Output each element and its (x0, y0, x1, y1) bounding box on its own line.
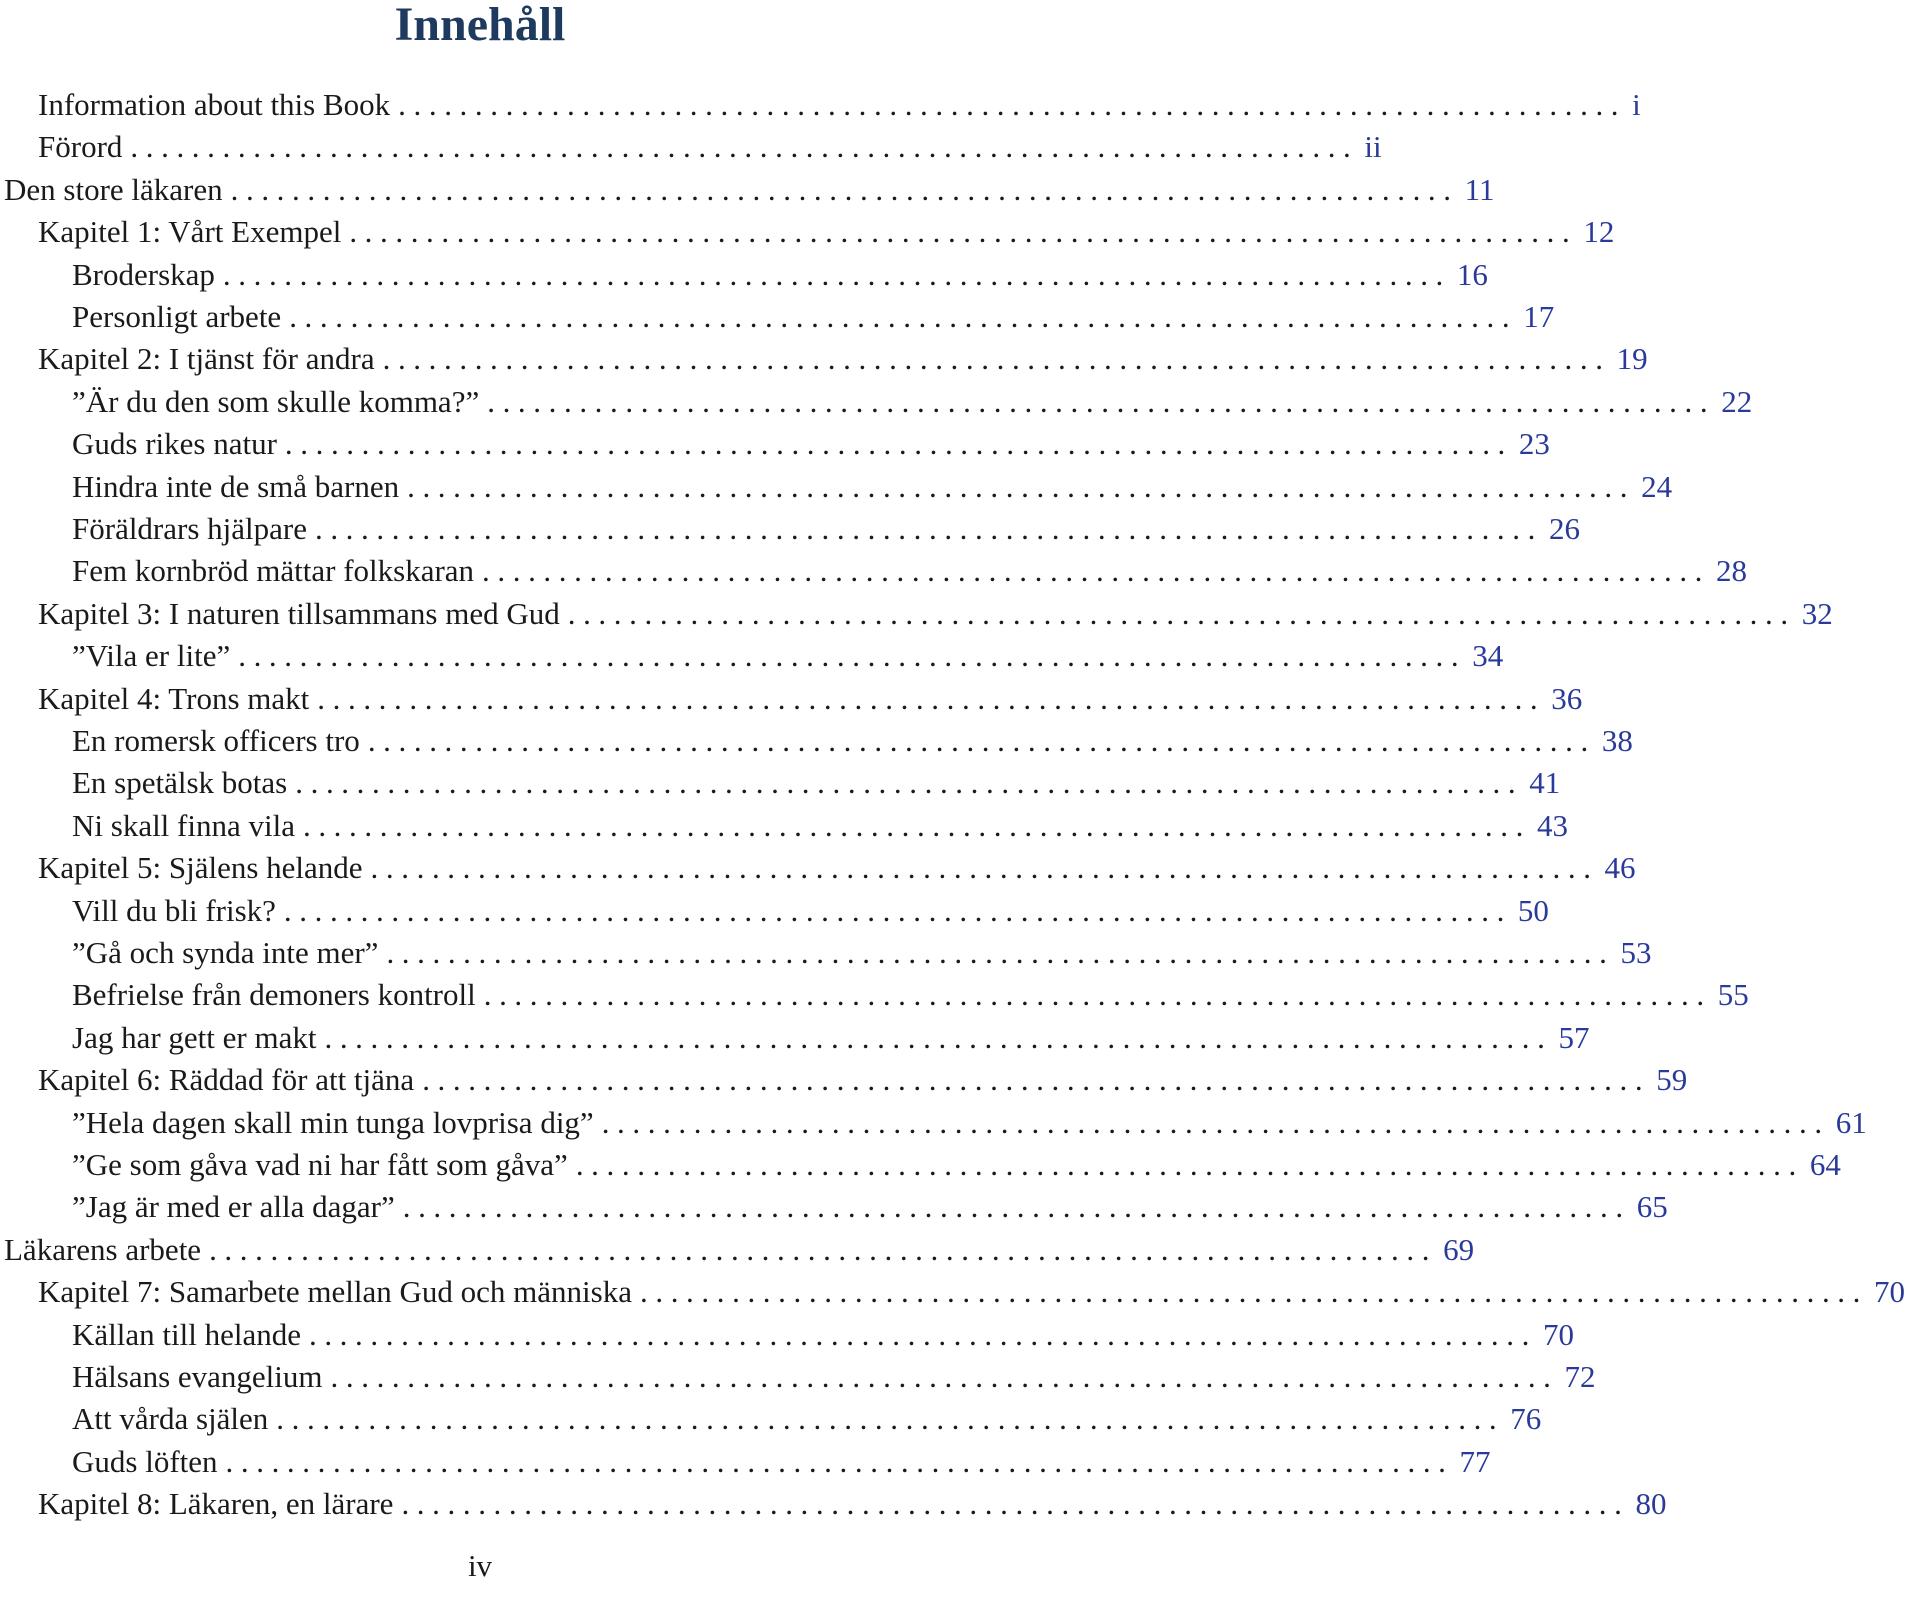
toc-entry-title: Den store läkaren (4, 171, 223, 207)
dot-leader: ................................................................................ (483, 977, 1712, 1013)
toc-entry[interactable] (72, 1018, 1590, 1058)
dot-leader: ................................................................................ (308, 1316, 1537, 1352)
toc-entry-page-number[interactable]: 77 (1459, 1443, 1491, 1479)
dot-leader: ................................................................................ (640, 1274, 1868, 1310)
toc-entry-page-number[interactable]: 22 (1721, 383, 1753, 419)
toc-entry-title: Kapitel 5: Själens helande (38, 850, 363, 886)
dot-leader: ................................................................................ (601, 1104, 1830, 1140)
toc-entry[interactable] (38, 85, 1641, 125)
toc-entry-page-number[interactable]: 26 (1548, 511, 1580, 546)
dot-leader: ................................................................................ (370, 850, 1599, 886)
toc-entry[interactable] (72, 551, 1748, 591)
toc-entry-title: Källan till helande (72, 1316, 301, 1352)
toc-entry-page-number[interactable]: 59 (1656, 1062, 1688, 1098)
toc-entry-page-number[interactable]: 28 (1716, 553, 1748, 589)
toc-entry[interactable] (72, 806, 1568, 846)
toc-entry-title: En romersk officers tro (72, 723, 360, 758)
toc-entry[interactable] (72, 933, 1652, 973)
toc-entry[interactable] (72, 255, 1488, 295)
toc-entry[interactable] (38, 1484, 1667, 1524)
toc-entry-title: Kapitel 1: Vårt Exempel (38, 214, 342, 250)
toc-entry-title: Guds löften (72, 1443, 218, 1479)
toc-entry-title: Kapitel 8: Läkaren, en lärare (38, 1486, 394, 1522)
toc-entry[interactable] (38, 339, 1648, 379)
toc-entry-title: En spetälsk botas (72, 765, 288, 801)
toc-entry-page-number[interactable]: 50 (1517, 892, 1549, 928)
toc-entry-page-number[interactable]: 69 (1443, 1231, 1475, 1267)
toc-entry[interactable] (38, 1060, 1688, 1100)
dot-leader: ................................................................................ (238, 638, 1467, 674)
toc-entry-title: Kapitel 4: Trons makt (38, 680, 310, 716)
toc-entry-title: Kapitel 2: I tjänst för andra (38, 341, 375, 377)
toc-entry[interactable] (38, 1272, 1905, 1312)
dot-leader: ................................................................................ (386, 935, 1615, 970)
toc-entry-title: ”Jag är med er alla dagar” (72, 1189, 395, 1225)
toc-entry[interactable] (72, 975, 1749, 1015)
dot-leader: ................................................................................ (567, 595, 1796, 631)
toc-entry-title: Hälsans evangelium (72, 1359, 323, 1394)
dot-leader: ................................................................................ (575, 1147, 1804, 1182)
dot-leader: ................................................................................ (422, 1062, 1651, 1098)
toc-entry-page-number[interactable]: 55 (1717, 977, 1749, 1013)
toc-entry-page-number[interactable]: 64 (1809, 1147, 1841, 1182)
toc-entry-page-number[interactable]: 65 (1636, 1189, 1668, 1225)
dot-leader: ................................................................................ (482, 553, 1711, 589)
toc-entry-page-number[interactable]: 53 (1620, 935, 1652, 970)
toc-entry-title: Jag har gett er makt (72, 1019, 317, 1055)
toc-entry[interactable] (4, 170, 1495, 210)
toc-entry-title: ”Gå och synda inte mer” (72, 935, 379, 970)
toc-entry[interactable] (38, 127, 1382, 167)
toc-entry-title: ”Är du den som skulle komma?” (72, 383, 480, 419)
dot-leader: ................................................................................ (283, 892, 1512, 928)
dot-leader: ................................................................................ (330, 1359, 1559, 1394)
toc-entry[interactable] (72, 382, 1753, 422)
page-number: iv (467, 1548, 493, 1583)
toc-entry-title: Guds rikes natur (72, 426, 277, 462)
dot-leader: ................................................................................ (382, 341, 1611, 377)
toc-entry-title: Att vårda själen (72, 1401, 269, 1437)
toc-entry-title: Förord (38, 129, 123, 165)
toc-entry-title: Ni skall finna vila (72, 807, 295, 843)
toc-entry-page-number[interactable]: 11 (1464, 171, 1495, 207)
dot-leader: ................................................................................ (314, 511, 1543, 546)
dot-leader: ................................................................................ (401, 1486, 1630, 1522)
toc-entry-page-number[interactable]: 43 (1536, 807, 1568, 843)
toc-entry[interactable] (38, 594, 1833, 634)
toc-entry-title: Kapitel 3: I naturen tillsammans med Gud (38, 595, 560, 631)
toc-entry[interactable] (72, 1145, 1841, 1185)
toc-entry-page-number[interactable]: 16 (1456, 256, 1488, 292)
toc-entry[interactable] (72, 636, 1504, 676)
toc-entry-title: Hindra inte de små barnen (72, 468, 400, 504)
toc-entry-title: Vill du bli frisk? (72, 892, 276, 928)
dot-leader: ................................................................................ (225, 1443, 1454, 1479)
toc-entry[interactable] (72, 763, 1561, 803)
dot-leader: ................................................................................ (222, 256, 1451, 292)
toc-entry[interactable] (38, 679, 1583, 719)
toc-entry[interactable] (72, 1442, 1491, 1482)
toc-entry-page-number[interactable]: 34 (1472, 638, 1504, 674)
toc-entry-title: Kapitel 6: Räddad för att tjäna (38, 1062, 415, 1098)
toc-entry-page-number[interactable]: 70 (1874, 1274, 1905, 1310)
toc-entry[interactable] (72, 509, 1580, 549)
toc-entry-title: ”Ge som gåva vad ni har fått som gåva” (72, 1147, 568, 1182)
toc-entry-page-number[interactable]: i (1632, 87, 1641, 122)
toc-entry-page-number[interactable]: 70 (1542, 1316, 1574, 1352)
toc-entry-page-number[interactable]: 76 (1510, 1401, 1542, 1437)
dot-leader: ................................................................................ (276, 1401, 1505, 1437)
toc-entry-page-number[interactable]: 46 (1604, 850, 1636, 886)
toc-entry-title: Befrielse från demoners kontroll (72, 977, 476, 1013)
toc-entry-page-number[interactable]: 36 (1551, 680, 1583, 716)
toc-entry-title: Personligt arbete (72, 299, 282, 334)
toc-entry-page-number[interactable]: 57 (1558, 1019, 1590, 1055)
toc-entry[interactable] (72, 1187, 1668, 1227)
toc-entry[interactable] (72, 424, 1550, 464)
toc-entry-page-number[interactable]: 23 (1518, 426, 1550, 462)
page-title: Innehåll (394, 0, 566, 51)
toc-entry-page-number[interactable]: 38 (1601, 723, 1633, 758)
toc-entry-page-number[interactable]: 61 (1835, 1104, 1867, 1140)
toc-entry[interactable] (72, 891, 1549, 931)
dot-leader: ................................................................................ (295, 765, 1524, 801)
dot-leader: ................................................................................ (284, 426, 1513, 462)
dot-leader: ................................................................................ (398, 87, 1627, 122)
dot-leader: ................................................................................ (402, 1189, 1631, 1225)
dot-leader: ................................................................................ (209, 1231, 1438, 1267)
dot-leader: ................................................................................ (130, 129, 1359, 165)
dot-leader: ................................................................................ (302, 807, 1531, 843)
toc-entry-page-number[interactable]: 19 (1616, 341, 1648, 377)
toc-entry-title: ”Vila er lite” (72, 638, 231, 674)
toc-entry-title: Fem kornbröd mättar folkskaran (72, 553, 475, 589)
dot-leader: ................................................................................ (407, 468, 1636, 504)
toc-entry-title: Föräldrars hjälpare (72, 511, 307, 546)
dot-leader: ................................................................................ (289, 299, 1518, 334)
toc-entry[interactable] (72, 721, 1633, 761)
dot-leader: ................................................................................ (367, 723, 1596, 758)
toc-entry[interactable] (72, 1315, 1574, 1355)
toc-entry-page-number[interactable]: 17 (1523, 299, 1555, 334)
toc-entry[interactable] (38, 212, 1615, 252)
dot-leader: ................................................................................ (324, 1019, 1553, 1055)
toc-entry-title: ”Hela dagen skall min tunga lovprisa dig” (72, 1104, 594, 1140)
dot-leader: ................................................................................ (317, 680, 1546, 716)
toc-entry-page-number[interactable]: 24 (1641, 468, 1673, 504)
dot-leader: ................................................................................ (230, 171, 1459, 207)
toc-entry[interactable] (72, 1357, 1596, 1397)
toc-entry-page-number[interactable]: 80 (1635, 1486, 1667, 1522)
toc-entry-title: Läkarens arbete (4, 1231, 202, 1267)
toc-entry-title: Kapitel 7: Samarbete mellan Gud och människa (38, 1274, 632, 1310)
toc-entry-title: Broderskap (72, 256, 215, 292)
toc-entry-page-number[interactable]: 41 (1529, 765, 1561, 801)
toc-entry-page-number[interactable]: 32 (1801, 595, 1833, 631)
toc-entry-page-number[interactable]: 72 (1564, 1359, 1596, 1394)
toc-entry[interactable] (72, 1399, 1542, 1439)
toc-entry[interactable] (72, 467, 1673, 507)
dot-leader: ................................................................................ (349, 214, 1578, 250)
toc-entry[interactable] (4, 1230, 1475, 1270)
toc-entry[interactable] (38, 848, 1636, 888)
toc-entry-title: Information about this Book (38, 87, 391, 122)
toc-entry[interactable] (72, 1103, 1867, 1143)
dot-leader: ................................................................................ (487, 383, 1716, 419)
toc-entry-page-number[interactable]: 12 (1583, 214, 1615, 250)
toc-entry-page-number[interactable]: ii (1364, 129, 1382, 165)
toc-entry[interactable] (72, 297, 1555, 337)
